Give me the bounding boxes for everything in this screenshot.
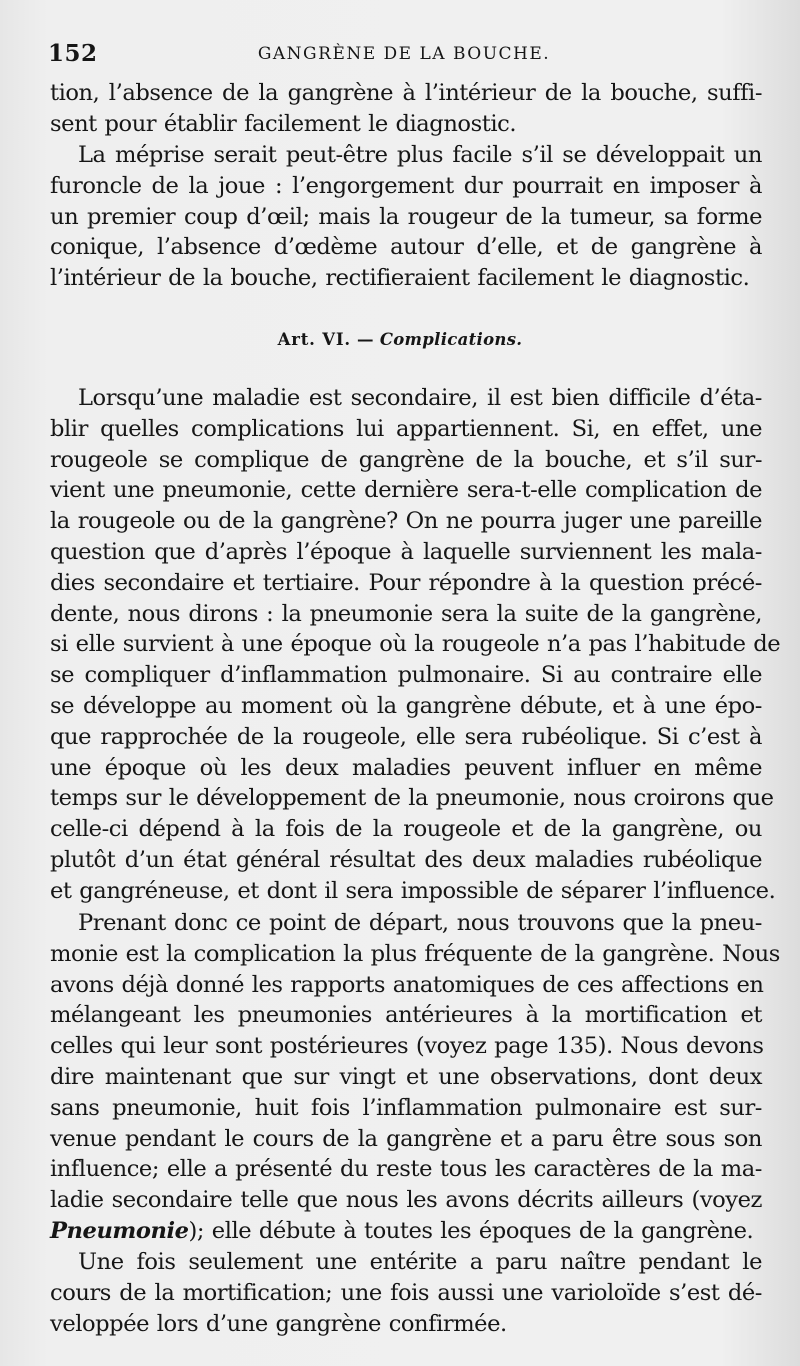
text-line: que rapprochée de la rougeole, elle sera rubéolique. Si c’est à	[50, 723, 762, 750]
section-title: Complications.	[379, 330, 523, 349]
text-line: venue pendant le cours de la gangrène et a paru être sous son	[50, 1125, 762, 1152]
text-line: avons déjà donné les rapports anatomiques de ces affections en	[50, 971, 764, 998]
text-line: la rougeole ou de la gangrène? On ne pourra juger une pareille	[50, 508, 762, 535]
text-fragment: ); elle débute à toutes les époques de la gangrène.	[188, 1217, 754, 1244]
article-number: Art. VI.	[277, 330, 351, 349]
page-number: 152	[48, 40, 98, 67]
text-line: furoncle de la joue : l’engorgement dur pourrait en imposer à	[50, 172, 762, 199]
paragraph-enterite	[50, 1247, 762, 1339]
heading-dash: —	[356, 330, 374, 349]
text-line: une époque où les deux maladies peuvent influer en même	[50, 754, 762, 781]
text-line: dies secondaire et tertiaire. Pour répondre à la question précé-	[50, 569, 762, 596]
text-line: tion, l’absence de la gangrène à l’intérieur de la bouche, suffi-	[50, 80, 762, 106]
text-line: mélangeant les pneumonies antérieures à la mortification et	[50, 1002, 762, 1029]
text-line: cours de la mortification; une fois aussi une varioloïde s’est dé-	[50, 1279, 762, 1306]
text-line: se compliquer d’inflammation pulmonaire. Si au contraire elle	[50, 662, 762, 689]
text-line: si elle survient à une époque où la rougeole n’a pas l’habitude de	[50, 631, 781, 658]
text-line: sans pneumonie, huit fois l’inflammation pulmonaire est sur-	[50, 1094, 762, 1121]
text-line: vient une pneumonie, cette dernière sera-t-elle complication de	[50, 477, 762, 504]
text-line	[50, 1216, 762, 1247]
paragraph-pneumonie	[50, 908, 780, 1247]
text-line: blir quelles complications lui appartiennent. Si, en effet, une	[50, 415, 762, 442]
text-line: Lorsqu’une maladie est secondaire, il est bien difficile d’éta-	[78, 385, 762, 411]
section-heading	[0, 330, 800, 349]
text-line: influence; elle a présenté du reste tous les caractères de la ma-	[50, 1156, 762, 1183]
running-title: GANGRÈNE DE LA BOUCHE.	[257, 44, 551, 64]
text-line: Prenant donc ce point de départ, nous trouvons que la pneu-	[78, 910, 762, 936]
text-line: conique, l’absence d’œdème autour d’elle, et de gangrène à	[50, 234, 762, 261]
text-line: celles qui leur sont postérieures (voyez page 135). Nous devons	[50, 1033, 764, 1060]
text-line: rougeole se complique de gangrène de la bouche, et s’il sur-	[50, 446, 762, 473]
text-line: monie est la complication la plus fréquente de la gangrène. Nous	[50, 940, 780, 967]
text-line: Une fois seulement une entérite a paru naître pendant le	[78, 1249, 762, 1275]
text-line: La méprise serait peut-être plus facile s’il se développait un	[78, 142, 762, 168]
text-line: l’intérieur de la bouche, rectifieraient facilement le diagnostic.	[50, 265, 750, 292]
text-line: temps sur le développement de la pneumonie, nous croirons que	[50, 785, 774, 812]
text-line: celle-ci dépend à la fois de la rougeole et de la gangrène, ou	[50, 816, 762, 843]
running-header	[48, 40, 760, 68]
text-line: et gangréneuse, et dont il sera impossible de séparer l’influence.	[50, 877, 776, 904]
paragraph-furoncle	[50, 140, 762, 294]
text-line: question que d’après l’époque à laquelle surviennent les mala-	[50, 538, 762, 565]
text-line: dente, nous dirons : la pneumonie sera la suite de la gangrène,	[50, 600, 762, 627]
paragraph-continuation	[50, 78, 762, 140]
text-line: sent pour établir facilement le diagnostic.	[50, 110, 517, 137]
text-line: veloppée lors d’une gangrène confirmée.	[50, 1310, 507, 1337]
text-line: ladie secondaire telle que nous les avons décrits ailleurs (voyez	[50, 1187, 762, 1214]
text-line: un premier coup d’œil; mais la rougeur de la tumeur, sa forme	[50, 203, 762, 230]
italic-term: Pneumonie	[50, 1217, 189, 1244]
paragraph-complications	[50, 383, 781, 907]
text-line: se développe au moment où la gangrène débute, et à une épo-	[50, 692, 762, 719]
text-line: plutôt d’un état général résultat des deux maladies rubéolique	[50, 846, 762, 873]
text-line: dire maintenant que sur vingt et une observations, dont deux	[50, 1063, 762, 1090]
